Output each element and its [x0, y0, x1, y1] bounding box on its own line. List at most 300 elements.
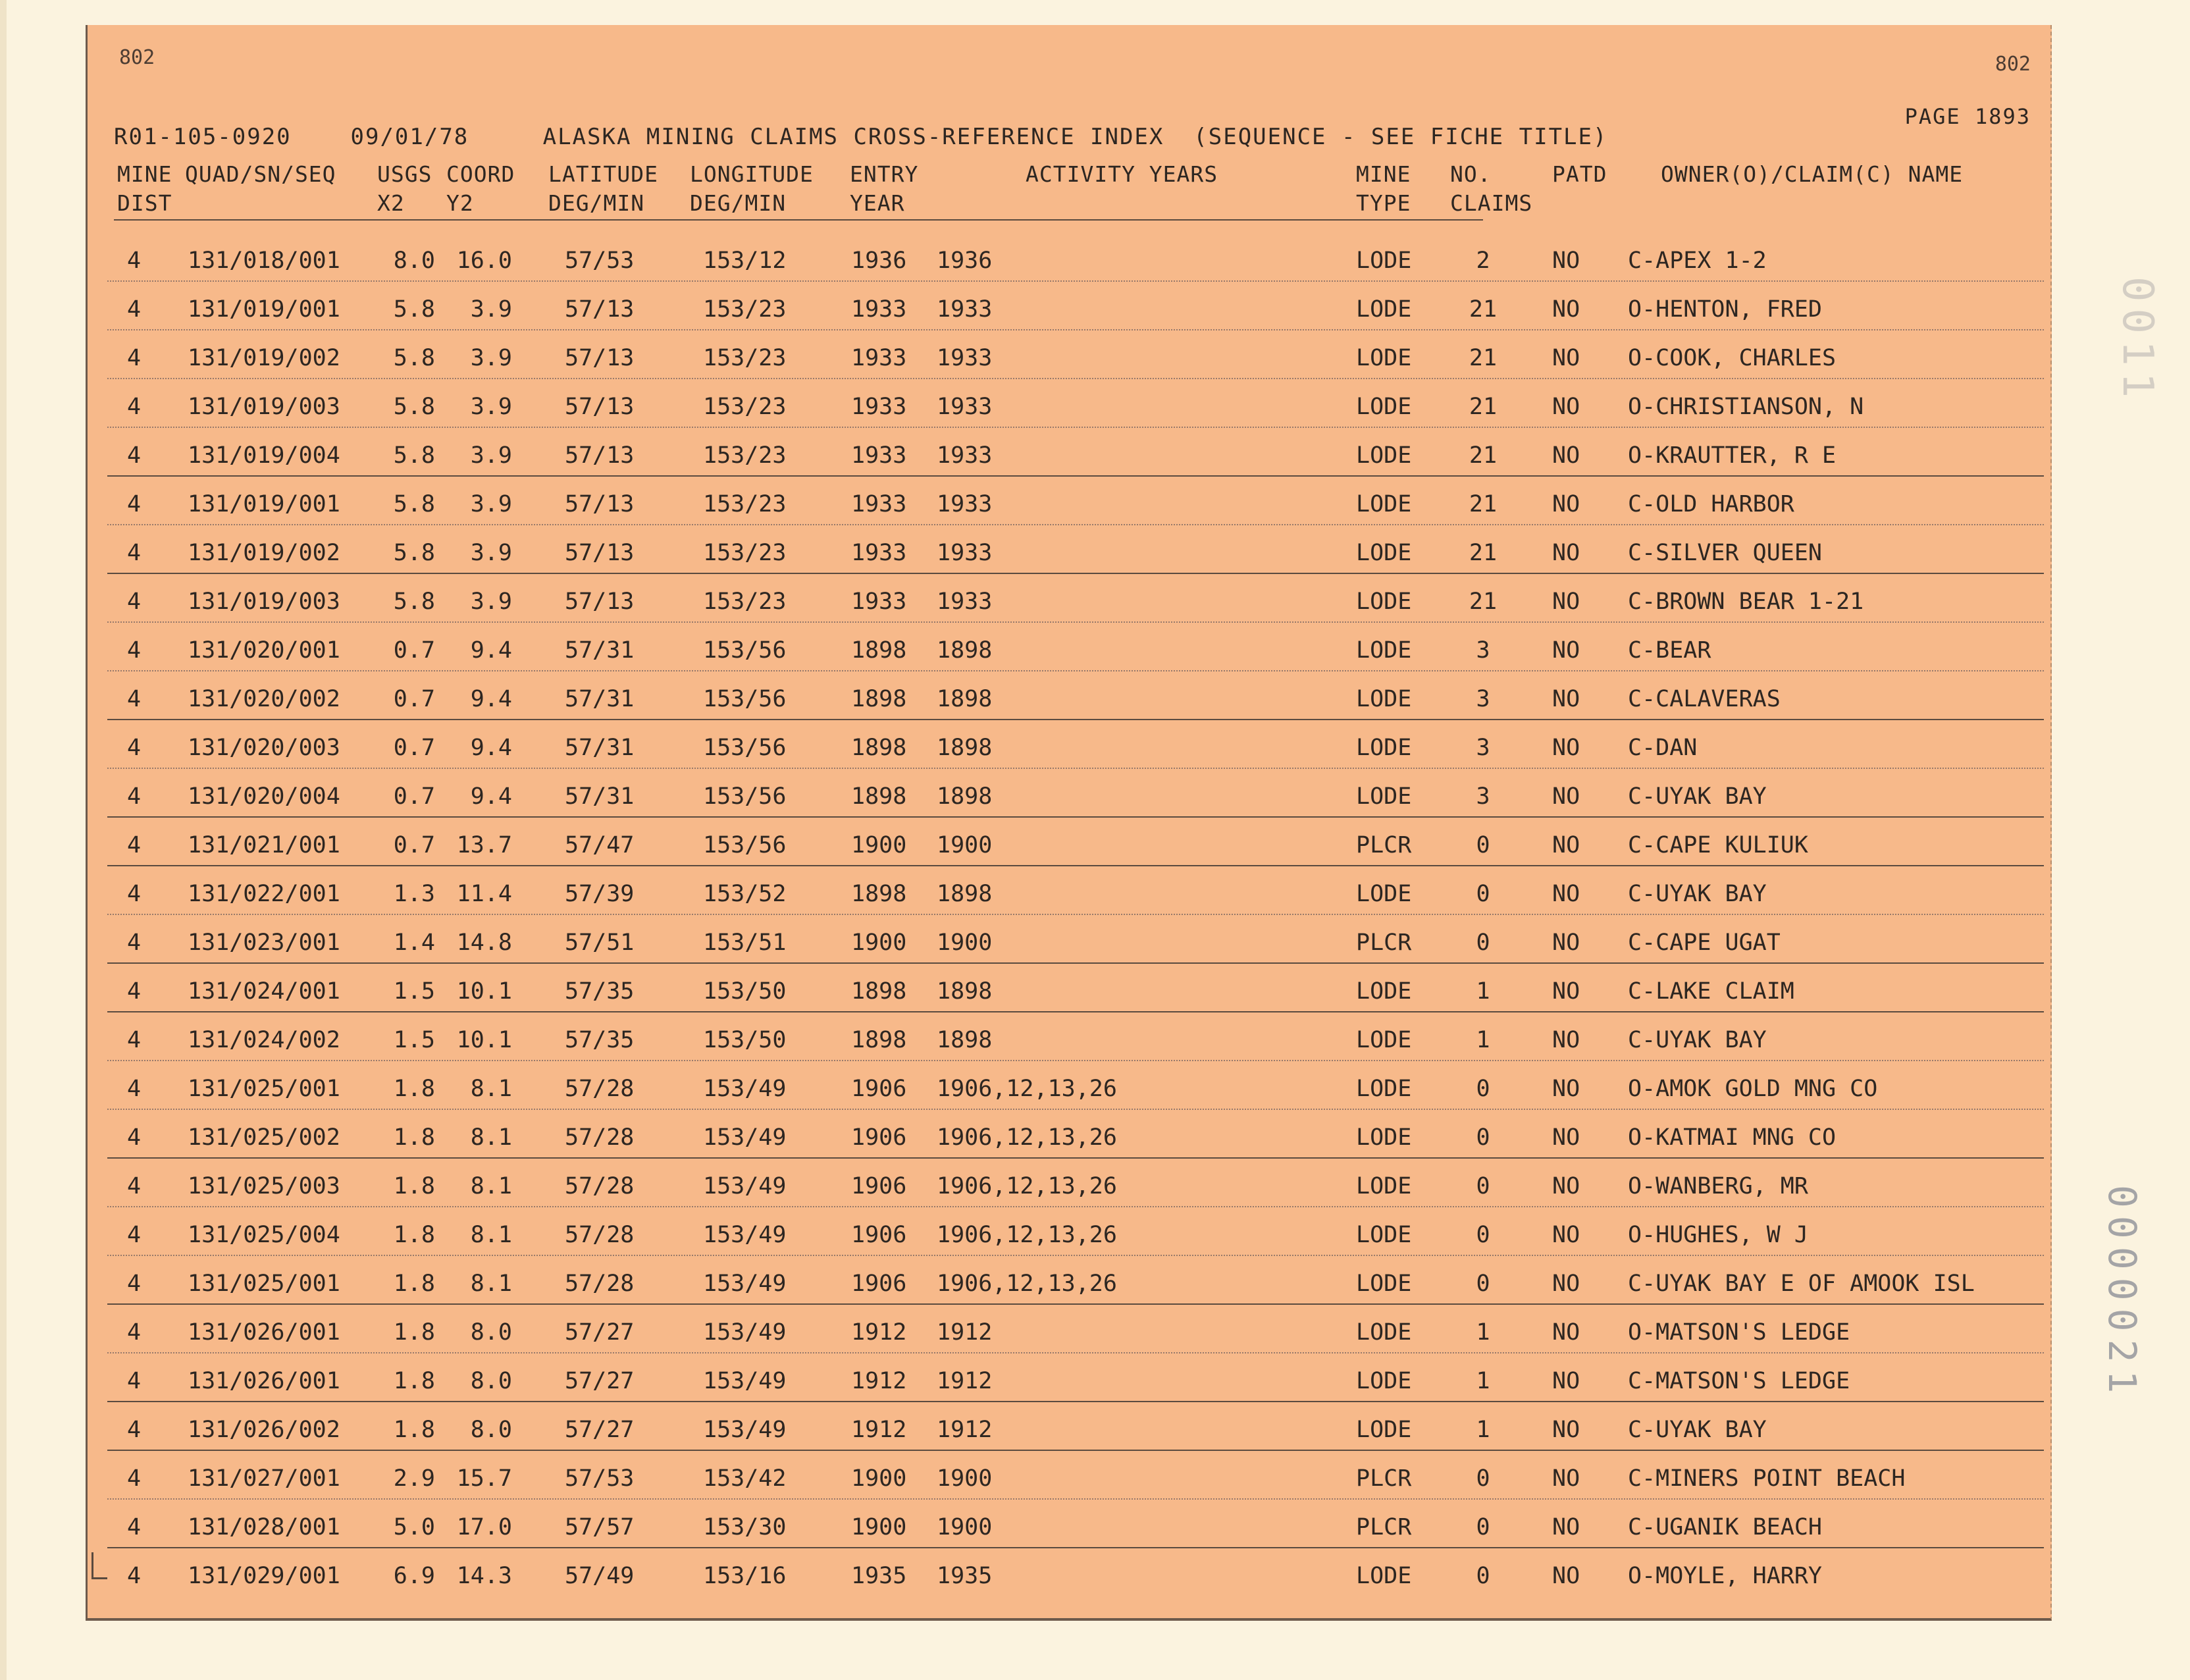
quad-seq-cell: 131/020/002	[188, 686, 340, 712]
table-row	[88, 674, 2050, 723]
owner-claim-name-cell: C-OLD HARBOR	[1628, 491, 1794, 517]
latitude-cell: 57/31	[565, 735, 635, 761]
coord-x2-cell: 5.8	[393, 394, 435, 420]
latitude-cell: 57/13	[565, 345, 635, 371]
longitude-cell: 153/49	[703, 1319, 787, 1346]
owner-claim-name-cell: C-UYAK BAY	[1628, 783, 1767, 810]
row-rule	[107, 1157, 2044, 1159]
coord-y2-cell: 8.1	[470, 1076, 512, 1102]
coord-x2-cell: 1.8	[393, 1319, 435, 1346]
coord-y2-cell: 8.1	[470, 1173, 512, 1199]
mine-dist-cell: 4	[127, 832, 142, 858]
quad-seq-cell: 131/024/002	[188, 1027, 340, 1053]
mine-dist-cell: 4	[127, 1514, 142, 1540]
mine-type-cell: LODE	[1356, 735, 1412, 761]
owner-claim-name-cell: C-UYAK BAY	[1628, 881, 1767, 907]
activity-years-cell: 1933	[937, 589, 993, 615]
latitude-cell: 57/35	[565, 978, 635, 1005]
latitude-cell: 57/13	[565, 491, 635, 517]
coord-x2-cell: 5.8	[393, 296, 435, 323]
quad-seq-cell: 131/025/003	[188, 1173, 340, 1199]
claims-count-cell: 21	[1469, 296, 1498, 323]
row-rule	[107, 1450, 2044, 1451]
entry-year-cell: 1906	[851, 1173, 907, 1199]
table-row	[88, 625, 2050, 674]
table-row	[88, 1551, 2050, 1600]
row-rule	[107, 1206, 2044, 1207]
coord-y2-cell: 3.9	[470, 345, 512, 371]
row-rule	[107, 1060, 2044, 1061]
latitude-cell: 57/27	[565, 1417, 635, 1443]
latitude-cell: 57/28	[565, 1271, 635, 1297]
coord-y2-cell: 15.7	[456, 1465, 512, 1492]
owner-claim-name-cell: O-KRAUTTER, R E	[1628, 442, 1837, 469]
latitude-cell: 57/57	[565, 1514, 635, 1540]
claims-count-cell: 21	[1469, 540, 1498, 566]
longitude-cell: 153/51	[703, 930, 787, 956]
latitude-cell: 57/13	[565, 394, 635, 420]
claims-count-cell: 0	[1476, 930, 1490, 956]
coord-x2-cell: 1.3	[393, 881, 435, 907]
claims-count-cell: 2	[1476, 248, 1490, 274]
mine-type-cell: PLCR	[1356, 930, 1412, 956]
longitude-cell: 153/16	[703, 1563, 787, 1589]
owner-claim-name-cell: C-CAPE UGAT	[1628, 930, 1781, 956]
row-rule	[107, 816, 2044, 818]
longitude-cell: 153/49	[703, 1173, 787, 1199]
claims-count-cell: 21	[1469, 442, 1498, 469]
microfiche-page	[86, 25, 2052, 1621]
header-rule	[114, 219, 1483, 221]
row-rule	[107, 962, 2044, 964]
patented-cell: NO	[1552, 930, 1580, 956]
patented-cell: NO	[1552, 783, 1580, 810]
owner-claim-name-cell: C-UGANIK BEACH	[1628, 1514, 1823, 1540]
claims-count-cell: 0	[1476, 1222, 1490, 1248]
claims-count-cell: 0	[1476, 1173, 1490, 1199]
entry-year-cell: 1933	[851, 394, 907, 420]
activity-years-cell: 1933	[937, 394, 993, 420]
table-row	[88, 1405, 2050, 1454]
latitude-cell: 57/13	[565, 442, 635, 469]
mine-dist-cell: 4	[127, 1173, 142, 1199]
corner-code-left: 802	[119, 46, 155, 69]
claims-count-cell: 0	[1476, 1465, 1490, 1492]
table-row	[88, 1454, 2050, 1502]
coord-y2-cell: 8.0	[470, 1417, 512, 1443]
mine-type-cell: LODE	[1356, 345, 1412, 371]
longitude-cell: 153/56	[703, 637, 787, 664]
quad-seq-cell: 131/027/001	[188, 1465, 340, 1492]
coord-y2-cell: 9.4	[470, 783, 512, 810]
owner-claim-name-cell: C-CALAVERAS	[1628, 686, 1781, 712]
table-row	[88, 528, 2050, 577]
table-row	[88, 1064, 2050, 1113]
coord-x2-cell: 1.8	[393, 1173, 435, 1199]
entry-year-cell: 1898	[851, 686, 907, 712]
mine-type-cell: LODE	[1356, 1368, 1412, 1394]
mine-dist-cell: 4	[127, 248, 142, 274]
row-rule	[107, 768, 2044, 769]
table-row	[88, 1161, 2050, 1210]
coord-x2-cell: 1.8	[393, 1222, 435, 1248]
coord-x2-cell: 1.8	[393, 1271, 435, 1297]
claims-count-cell: 3	[1476, 637, 1490, 664]
activity-years-cell: 1898	[937, 735, 993, 761]
quad-seq-cell: 131/020/004	[188, 783, 340, 810]
mine-dist-cell: 4	[127, 686, 142, 712]
table-row	[88, 431, 2050, 479]
claims-count-cell: 0	[1476, 1563, 1490, 1589]
claims-count-cell: 21	[1469, 589, 1498, 615]
table-row	[88, 333, 2050, 382]
col-head-x2: USGS X2	[377, 161, 432, 216]
claims-count-cell: 3	[1476, 686, 1490, 712]
mine-type-cell: PLCR	[1356, 1465, 1412, 1492]
entry-year-cell: 1933	[851, 296, 907, 323]
claims-count-cell: 21	[1469, 394, 1498, 420]
longitude-cell: 153/23	[703, 296, 787, 323]
longitude-cell: 153/23	[703, 540, 787, 566]
activity-years-cell: 1900	[937, 1465, 993, 1492]
col-head-entry-year: ENTRY YEAR	[850, 161, 919, 216]
row-rule	[107, 1011, 2044, 1012]
mine-type-cell: LODE	[1356, 637, 1412, 664]
coord-y2-cell: 8.1	[470, 1222, 512, 1248]
entry-year-cell: 1906	[851, 1076, 907, 1102]
quad-seq-cell: 131/020/003	[188, 735, 340, 761]
coord-y2-cell: 10.1	[456, 1027, 512, 1053]
claims-count-cell: 0	[1476, 1271, 1490, 1297]
claims-count-cell: 0	[1476, 1124, 1490, 1151]
coord-x2-cell: 5.8	[393, 345, 435, 371]
report-header: R01-105-0920 09/01/78 ALASKA MINING CLAIMS CROSS-REFERENCE INDEX (SEQUENCE - SEE FICHE TITLE)	[114, 124, 1608, 150]
mine-dist-cell: 4	[127, 637, 142, 664]
row-rule	[107, 670, 2044, 671]
mine-dist-cell: 4	[127, 881, 142, 907]
table-row	[88, 1356, 2050, 1405]
patented-cell: NO	[1552, 1465, 1580, 1492]
entry-year-cell: 1898	[851, 1027, 907, 1053]
longitude-cell: 153/23	[703, 442, 787, 469]
table-row	[88, 284, 2050, 333]
patented-cell: NO	[1552, 589, 1580, 615]
mine-dist-cell: 4	[127, 1319, 142, 1346]
mine-dist-cell: 4	[127, 394, 142, 420]
activity-years-cell: 1933	[937, 442, 993, 469]
coord-y2-cell: 3.9	[470, 394, 512, 420]
quad-seq-cell: 131/025/001	[188, 1076, 340, 1102]
col-head-owner-claim-name: OWNER(O)/CLAIM(C) NAME	[1661, 161, 1964, 187]
quad-seq-cell: 131/025/002	[188, 1124, 340, 1151]
entry-year-cell: 1936	[851, 248, 907, 274]
latitude-cell: 57/13	[565, 296, 635, 323]
longitude-cell: 153/49	[703, 1417, 787, 1443]
owner-claim-name-cell: O-MOYLE, HARRY	[1628, 1563, 1823, 1589]
patented-cell: NO	[1552, 1076, 1580, 1102]
claims-count-cell: 3	[1476, 783, 1490, 810]
coord-x2-cell: 5.0	[393, 1514, 435, 1540]
patented-cell: NO	[1552, 491, 1580, 517]
row-rule	[107, 1303, 2044, 1305]
quad-seq-cell: 131/028/001	[188, 1514, 340, 1540]
table-row	[88, 966, 2050, 1015]
latitude-cell: 57/35	[565, 1027, 635, 1053]
mine-dist-cell: 4	[127, 442, 142, 469]
patented-cell: NO	[1552, 832, 1580, 858]
patented-cell: NO	[1552, 1173, 1580, 1199]
activity-years-cell: 1900	[937, 930, 993, 956]
patented-cell: NO	[1552, 540, 1580, 566]
coord-x2-cell: 5.8	[393, 491, 435, 517]
latitude-cell: 57/53	[565, 1465, 635, 1492]
coord-x2-cell: 1.8	[393, 1417, 435, 1443]
coord-x2-cell: 1.5	[393, 978, 435, 1005]
table-row	[88, 236, 2050, 284]
mine-dist-cell: 4	[127, 1027, 142, 1053]
table-row	[88, 820, 2050, 869]
claims-count-cell: 3	[1476, 735, 1490, 761]
owner-claim-name-cell: O-MATSON'S LEDGE	[1628, 1319, 1850, 1346]
patented-cell: NO	[1552, 978, 1580, 1005]
activity-years-cell: 1898	[937, 1027, 993, 1053]
coord-x2-cell: 1.5	[393, 1027, 435, 1053]
entry-year-cell: 1912	[851, 1417, 907, 1443]
quad-seq-cell: 131/019/001	[188, 491, 340, 517]
mine-type-cell: LODE	[1356, 442, 1412, 469]
latitude-cell: 57/53	[565, 248, 635, 274]
patented-cell: NO	[1552, 1271, 1580, 1297]
claims-count-cell: 1	[1476, 978, 1490, 1005]
coord-y2-cell: 8.0	[470, 1368, 512, 1394]
claims-count-cell: 1	[1476, 1319, 1490, 1346]
activity-years-cell: 1898	[937, 637, 993, 664]
latitude-cell: 57/13	[565, 540, 635, 566]
row-rule	[107, 914, 2044, 915]
quad-seq-cell: 131/022/001	[188, 881, 340, 907]
longitude-cell: 153/23	[703, 345, 787, 371]
mine-type-cell: LODE	[1356, 1417, 1412, 1443]
quad-seq-cell: 131/018/001	[188, 248, 340, 274]
coord-y2-cell: 3.9	[470, 296, 512, 323]
claims-count-cell: 1	[1476, 1027, 1490, 1053]
owner-claim-name-cell: O-HENTON, FRED	[1628, 296, 1823, 323]
longitude-cell: 153/12	[703, 248, 787, 274]
entry-year-cell: 1933	[851, 442, 907, 469]
mine-type-cell: LODE	[1356, 686, 1412, 712]
patented-cell: NO	[1552, 686, 1580, 712]
latitude-cell: 57/31	[565, 686, 635, 712]
patented-cell: NO	[1552, 248, 1580, 274]
claims-count-cell: 0	[1476, 1514, 1490, 1540]
mine-dist-cell: 4	[127, 1368, 142, 1394]
patented-cell: NO	[1552, 735, 1580, 761]
longitude-cell: 153/56	[703, 783, 787, 810]
coord-x2-cell: 1.8	[393, 1368, 435, 1394]
claims-count-cell: 0	[1476, 832, 1490, 858]
table-row	[88, 1502, 2050, 1551]
row-rule	[107, 475, 2044, 477]
latitude-cell: 57/47	[565, 832, 635, 858]
owner-claim-name-cell: O-CHRISTIANSON, N	[1628, 394, 1864, 420]
mine-dist-cell: 4	[127, 1417, 142, 1443]
patented-cell: NO	[1552, 881, 1580, 907]
col-head-longitude: LONGITUDE DEG/MIN	[690, 161, 814, 216]
patented-cell: NO	[1552, 1417, 1580, 1443]
mine-dist-cell: 4	[127, 1124, 142, 1151]
frame-corner-mark	[91, 1552, 93, 1579]
activity-years-cell: 1898	[937, 783, 993, 810]
coord-y2-cell: 16.0	[456, 248, 512, 274]
row-rule	[107, 1498, 2044, 1500]
col-head-dist: MINE DIST	[117, 161, 172, 216]
patented-cell: NO	[1552, 1319, 1580, 1346]
activity-years-cell: 1906,12,13,26	[937, 1124, 1117, 1151]
mine-dist-cell: 4	[127, 345, 142, 371]
coord-x2-cell: 5.8	[393, 540, 435, 566]
mine-type-cell: LODE	[1356, 1173, 1412, 1199]
owner-claim-name-cell: O-HUGHES, W J	[1628, 1222, 1808, 1248]
table-row	[88, 1259, 2050, 1307]
owner-claim-name-cell: C-MINERS POINT BEACH	[1628, 1465, 1906, 1492]
entry-year-cell: 1933	[851, 491, 907, 517]
coord-x2-cell: 0.7	[393, 735, 435, 761]
mine-type-cell: LODE	[1356, 881, 1412, 907]
patented-cell: NO	[1552, 1124, 1580, 1151]
mine-type-cell: LODE	[1356, 248, 1412, 274]
activity-years-cell: 1912	[937, 1368, 993, 1394]
latitude-cell: 57/31	[565, 637, 635, 664]
row-rule	[107, 1401, 2044, 1402]
entry-year-cell: 1900	[851, 1514, 907, 1540]
patented-cell: NO	[1552, 1027, 1580, 1053]
coord-x2-cell: 6.9	[393, 1563, 435, 1589]
mine-dist-cell: 4	[127, 1465, 142, 1492]
entry-year-cell: 1912	[851, 1319, 907, 1346]
coord-y2-cell: 8.1	[470, 1271, 512, 1297]
owner-claim-name-cell: O-AMOK GOLD MNG CO	[1628, 1076, 1878, 1102]
entry-year-cell: 1906	[851, 1124, 907, 1151]
row-rule	[107, 719, 2044, 720]
quad-seq-cell: 131/020/001	[188, 637, 340, 664]
patented-cell: NO	[1552, 394, 1580, 420]
latitude-cell: 57/28	[565, 1076, 635, 1102]
owner-claim-name-cell: C-BEAR	[1628, 637, 1711, 664]
mine-type-cell: LODE	[1356, 783, 1412, 810]
activity-years-cell: 1906,12,13,26	[937, 1271, 1117, 1297]
quad-seq-cell: 131/025/004	[188, 1222, 340, 1248]
table-row	[88, 577, 2050, 625]
coord-x2-cell: 5.8	[393, 589, 435, 615]
longitude-cell: 153/49	[703, 1124, 787, 1151]
entry-year-cell: 1912	[851, 1368, 907, 1394]
col-head-activity-years: ACTIVITY YEARS	[1026, 161, 1218, 187]
row-rule	[107, 1255, 2044, 1256]
patented-cell: NO	[1552, 1368, 1580, 1394]
owner-claim-name-cell: C-APEX 1-2	[1628, 248, 1767, 274]
coord-x2-cell: 0.7	[393, 686, 435, 712]
coord-x2-cell: 1.4	[393, 930, 435, 956]
mine-type-cell: PLCR	[1356, 832, 1412, 858]
coord-y2-cell: 3.9	[470, 540, 512, 566]
mine-dist-cell: 4	[127, 1076, 142, 1102]
coord-y2-cell: 3.9	[470, 442, 512, 469]
mine-dist-cell: 4	[127, 735, 142, 761]
longitude-cell: 153/30	[703, 1514, 787, 1540]
table-row	[88, 1113, 2050, 1161]
col-head-latitude: LATITUDE DEG/MIN	[548, 161, 658, 216]
col-head-patd: PATD	[1552, 161, 1607, 187]
coord-y2-cell: 3.9	[470, 491, 512, 517]
quad-seq-cell: 131/023/001	[188, 930, 340, 956]
table-row	[88, 918, 2050, 966]
entry-year-cell: 1900	[851, 832, 907, 858]
activity-years-cell: 1900	[937, 1514, 993, 1540]
owner-claim-name-cell: C-UYAK BAY E OF AMOOK ISL	[1628, 1271, 1975, 1297]
row-rule	[107, 329, 2044, 330]
coord-x2-cell: 1.8	[393, 1076, 435, 1102]
latitude-cell: 57/13	[565, 589, 635, 615]
longitude-cell: 153/50	[703, 1027, 787, 1053]
latitude-cell: 57/49	[565, 1563, 635, 1589]
row-rule	[107, 865, 2044, 866]
frame-stamp-number: 0000021	[2100, 1185, 2145, 1402]
longitude-cell: 153/42	[703, 1465, 787, 1492]
longitude-cell: 153/52	[703, 881, 787, 907]
entry-year-cell: 1898	[851, 735, 907, 761]
quad-seq-cell: 131/029/001	[188, 1563, 340, 1589]
quad-seq-cell: 131/025/001	[188, 1271, 340, 1297]
latitude-cell: 57/27	[565, 1368, 635, 1394]
col-head-quad: QUAD/SN/SEQ	[185, 161, 336, 187]
activity-years-cell: 1898	[937, 978, 993, 1005]
patented-cell: NO	[1552, 1514, 1580, 1540]
table-row	[88, 479, 2050, 528]
row-rule	[107, 1352, 2044, 1353]
mine-type-cell: LODE	[1356, 978, 1412, 1005]
entry-year-cell: 1906	[851, 1271, 907, 1297]
coord-x2-cell: 1.8	[393, 1124, 435, 1151]
mine-dist-cell: 4	[127, 589, 142, 615]
mine-type-cell: LODE	[1356, 1563, 1412, 1589]
entry-year-cell: 1898	[851, 978, 907, 1005]
coord-x2-cell: 0.7	[393, 637, 435, 664]
owner-claim-name-cell: C-BROWN BEAR 1-21	[1628, 589, 1864, 615]
activity-years-cell: 1935	[937, 1563, 993, 1589]
patented-cell: NO	[1552, 637, 1580, 664]
quad-seq-cell: 131/021/001	[188, 832, 340, 858]
mine-type-cell: LODE	[1356, 589, 1412, 615]
patented-cell: NO	[1552, 345, 1580, 371]
latitude-cell: 57/28	[565, 1222, 635, 1248]
activity-years-cell: 1906,12,13,26	[937, 1076, 1117, 1102]
mine-dist-cell: 4	[127, 978, 142, 1005]
patented-cell: NO	[1552, 1222, 1580, 1248]
longitude-cell: 153/49	[703, 1076, 787, 1102]
coord-x2-cell: 2.9	[393, 1465, 435, 1492]
bleed-through-mark: 0011	[2113, 276, 2162, 405]
owner-claim-name-cell: C-MATSON'S LEDGE	[1628, 1368, 1850, 1394]
mine-type-cell: LODE	[1356, 394, 1412, 420]
coord-y2-cell: 14.8	[456, 930, 512, 956]
owner-claim-name-cell: O-COOK, CHARLES	[1628, 345, 1837, 371]
coord-x2-cell: 0.7	[393, 832, 435, 858]
longitude-cell: 153/49	[703, 1222, 787, 1248]
mine-dist-cell: 4	[127, 491, 142, 517]
owner-claim-name-cell: C-SILVER QUEEN	[1628, 540, 1823, 566]
quad-seq-cell: 131/019/001	[188, 296, 340, 323]
quad-seq-cell: 131/024/001	[188, 978, 340, 1005]
